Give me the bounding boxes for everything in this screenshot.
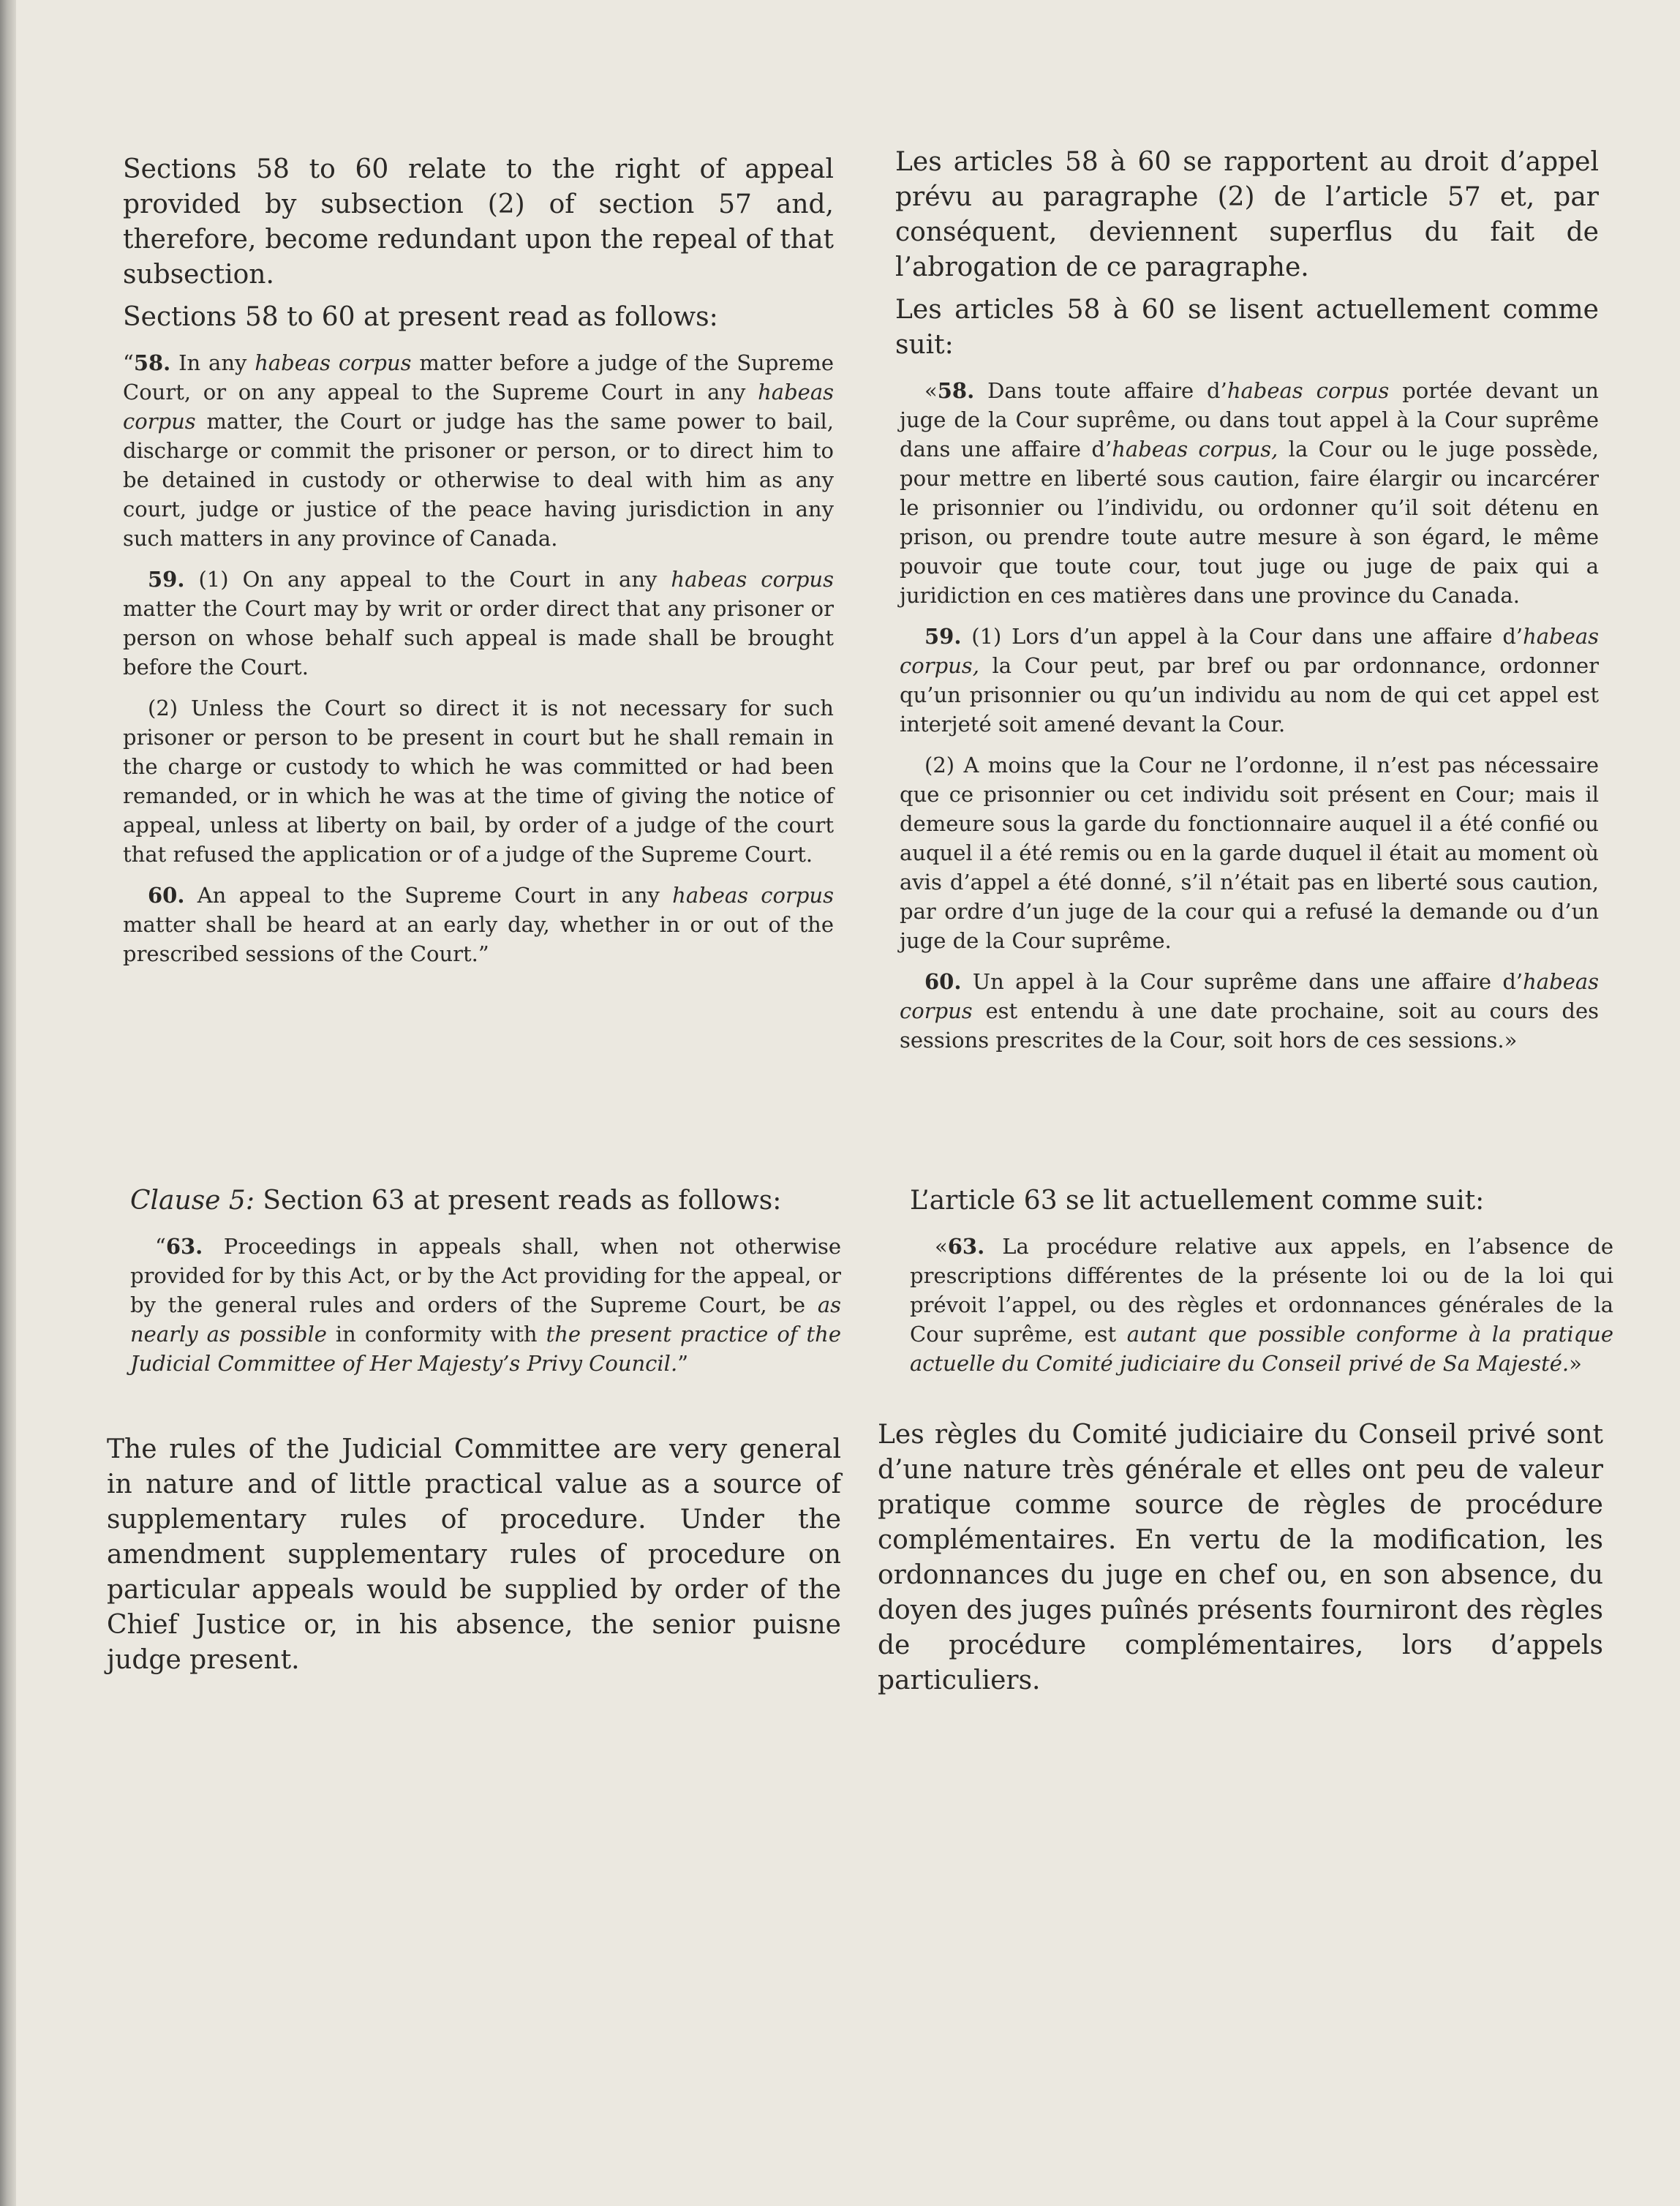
fr-s60-text-b: est entendu à une date prochaine, soit au cours des sessions prescrites de la Cour, soit hors de ces sessions.» <box>900 998 1599 1053</box>
en-section-60 <box>123 881 834 968</box>
en-section-63-number: 63. <box>165 1234 203 1259</box>
fr-section-59-1 <box>900 622 1599 739</box>
fr-open-guillemet: « <box>924 378 938 403</box>
en-rules-paragraph: The rules of the Judicial Committee are very general in nature and of little practical value as a source of supplementary rules of procedure. Under the amendment supplementary rules of procedure on particular appeals would be supplied by order of the Chief Justice or, in his absence, the senior puisne judge present. <box>107 1434 841 1675</box>
en-s59-text-a: (1) On any appeal to the Court in any <box>184 567 671 592</box>
french-column-sections-58-60 <box>895 145 1599 1066</box>
fr-article-63-heading: L’article 63 se lit actuellement comme suit: <box>910 1186 1485 1216</box>
fr-s63-open-guillemet: « <box>935 1234 948 1259</box>
en-s58-text-a: In any <box>170 350 255 375</box>
en-s58-habeas-corpus-2: habeas corpus <box>123 380 834 434</box>
en-s63-text-a: Proceedings in appeals shall, when not otherwise provided for by this Act, or by the Act providing for the appeal, or by the general rules and orders of the Supreme Court, be <box>130 1234 841 1317</box>
fr-s63-italic-practice: autant que possible conforme à la pratique actuelle du Comité judiciaire du Conseil privé de Sa Majesté. <box>910 1322 1614 1376</box>
fr-section-63-number: 63. <box>947 1234 985 1259</box>
fr-section-60 <box>900 967 1599 1055</box>
fr-s59-habeas-corpus: habeas corpus, <box>900 624 1599 678</box>
fr-s59-text-a: (1) Lors d’un appel à la Cour dans une affaire d’ <box>961 624 1523 649</box>
fr-section-58 <box>900 376 1599 610</box>
english-column-section-63 <box>130 1183 841 1390</box>
fr-section-59-2: (2) A moins que la Cour ne l’ordonne, il n’est pas nécessaire que ce prisonnier ou cet individu soit présent en Cour; mais il demeure sous la garde du fonctionnaire auquel il a été confié ou auquel il a été remis ou en la garde duquel il était au moment où avis d’appel a été donné, s’il n’était pas en liberté sous caution, par ordre d’un juge de la cour qui a refusé la demande ou d’un juge de la Cour suprême. <box>900 753 1599 953</box>
fr-s59-text-b: la Cour peut, par bref ou par ordonnance, ordonner qu’un prisonnier ou qu’un individu au nom de qui cet appel est interjeté soit amené devant la Cour. <box>900 653 1599 737</box>
en-section-63 <box>130 1232 841 1378</box>
en-present-read-heading: Sections 58 to 60 at present read as follows: <box>123 302 718 332</box>
en-section-58 <box>123 348 834 553</box>
fr-s58-text-a: Dans toute affaire d’ <box>974 378 1227 403</box>
fr-s60-text-a: Un appel à la Cour suprême dans une affaire d’ <box>961 969 1523 994</box>
french-rules-explanation <box>878 1418 1603 1698</box>
french-column-article-63 <box>910 1183 1613 1390</box>
fr-rules-paragraph: Les règles du Comité judiciaire du Conseil privé sont d’une nature très générale et elles ont peu de valeur pratique comme source de règles de procédure complémentaires. En vertu de la modification, les ordonnances du juge en chef ou, en son absence, du doyen des juges puînés présents fourniront des règles de procédure complémentaires, lors d’appels particuliers. <box>878 1420 1603 1695</box>
english-column-sections-58-60 <box>123 152 834 980</box>
en-clause-label: Clause 5: <box>130 1186 255 1216</box>
fr-intro-paragraph: Les articles 58 à 60 se rapportent au droit d’appel prévu au paragraphe (2) de l’article 57 et, par conséquent, deviennent superflus du fait de l’abrogation de ce paragraphe. <box>895 147 1599 282</box>
en-s63-italic-as-nearly: as nearly as possible <box>130 1292 841 1347</box>
fr-s58-text-b: portée devant un juge de la Cour suprême, ou dans tout appel à la Cour suprême dans une affaire d’ <box>900 378 1599 462</box>
fr-s63-text-a: La procédure relative aux appels, en l’absence de prescriptions différentes de la présente loi ou de la loi qui prévoit l’appel, ou des règles et ordonnances générales de la Cour suprême, est <box>910 1234 1613 1347</box>
en-s60-text-b: matter shall be heard at an early day, whether in or out of the prescribed sessions of the Court.” <box>123 912 834 966</box>
fr-s58-text-c: la Cour ou le juge possède, pour mettre en liberté sous caution, faire élargir ou incarcérer le prisonnier ou l’individu, ou ordonner qu’il soit détenu en prison, ou prendre toute autre mesure à son égard, le même pouvoir que toute cour, tout juge ou juge de paix qui a juridiction en ces matières dans une province du Canada. <box>900 437 1599 608</box>
fr-s58-habeas-corpus-1: habeas corpus <box>1227 378 1390 403</box>
en-s58-text-c: matter, the Court or judge has the same power to bail, discharge or commit the prisoner or person, or to direct him to be detained in custody or otherwise to deal with him as any court, judge or justice of the peace having jurisdiction in any such matters in any province of Canada. <box>123 409 834 551</box>
en-intro-paragraph: Sections 58 to 60 relate to the right of appeal provided by subsection (2) of section 57 and, therefore, become redundant upon the repeal of that subsection. <box>123 154 834 290</box>
en-s63-text-b: in conformity with <box>326 1322 546 1347</box>
en-s59-text-b: matter the Court may by writ or order direct that any prisoner or person on whose behalf such appeal is made shall be brought before the Court. <box>123 596 834 680</box>
fr-s63-close-guillemet: » <box>1569 1351 1582 1376</box>
en-s58-text-b: matter before a judge of the Supreme Court, or on any appeal to the Supreme Court in any <box>123 350 834 404</box>
en-section-59-1 <box>123 565 834 682</box>
fr-present-read-heading: Les articles 58 à 60 se lisent actuellement comme suit: <box>895 295 1599 360</box>
fr-section-60-number: 60. <box>924 969 962 994</box>
en-s63-italic-present-practice: the present practice of the Judicial Committee of Her Majesty’s Privy Council. <box>130 1322 842 1376</box>
en-s60-text-a: An appeal to the Supreme Court in any <box>184 883 673 908</box>
en-clause-5-heading <box>130 1183 841 1219</box>
page-binding-edge <box>0 0 16 2206</box>
fr-section-59-number: 59. <box>924 624 962 649</box>
en-s58-habeas-corpus-1: habeas corpus <box>255 350 412 375</box>
fr-section-58-number: 58. <box>937 378 975 403</box>
en-open-quote: “ <box>123 350 134 375</box>
fr-s60-habeas-corpus: habeas corpus <box>900 969 1599 1023</box>
en-s63-open-quote: “ <box>155 1234 166 1259</box>
en-section-59-number: 59. <box>148 567 185 592</box>
en-s60-habeas-corpus: habeas corpus <box>672 883 834 908</box>
en-s63-close-quote: ” <box>677 1351 689 1376</box>
en-s59-habeas-corpus: habeas corpus <box>671 567 834 592</box>
en-clause-text: Section 63 at present reads as follows: <box>254 1186 782 1216</box>
en-section-58-number: 58. <box>133 350 171 375</box>
fr-section-63 <box>910 1232 1613 1378</box>
en-section-59-2: (2) Unless the Court so direct it is not necessary for such prisoner or person to be present in court but he shall remain in the charge or custody to which he was committed or had been remanded, or in which he was at the time of giving the notice of appeal, unless at liberty on bail, by order of a judge of the court that refused the application or of a judge of the Supreme Court. <box>123 696 834 867</box>
en-section-60-number: 60. <box>148 883 185 908</box>
english-rules-explanation <box>107 1432 841 1678</box>
fr-s58-habeas-corpus-2: habeas corpus, <box>1112 437 1278 462</box>
